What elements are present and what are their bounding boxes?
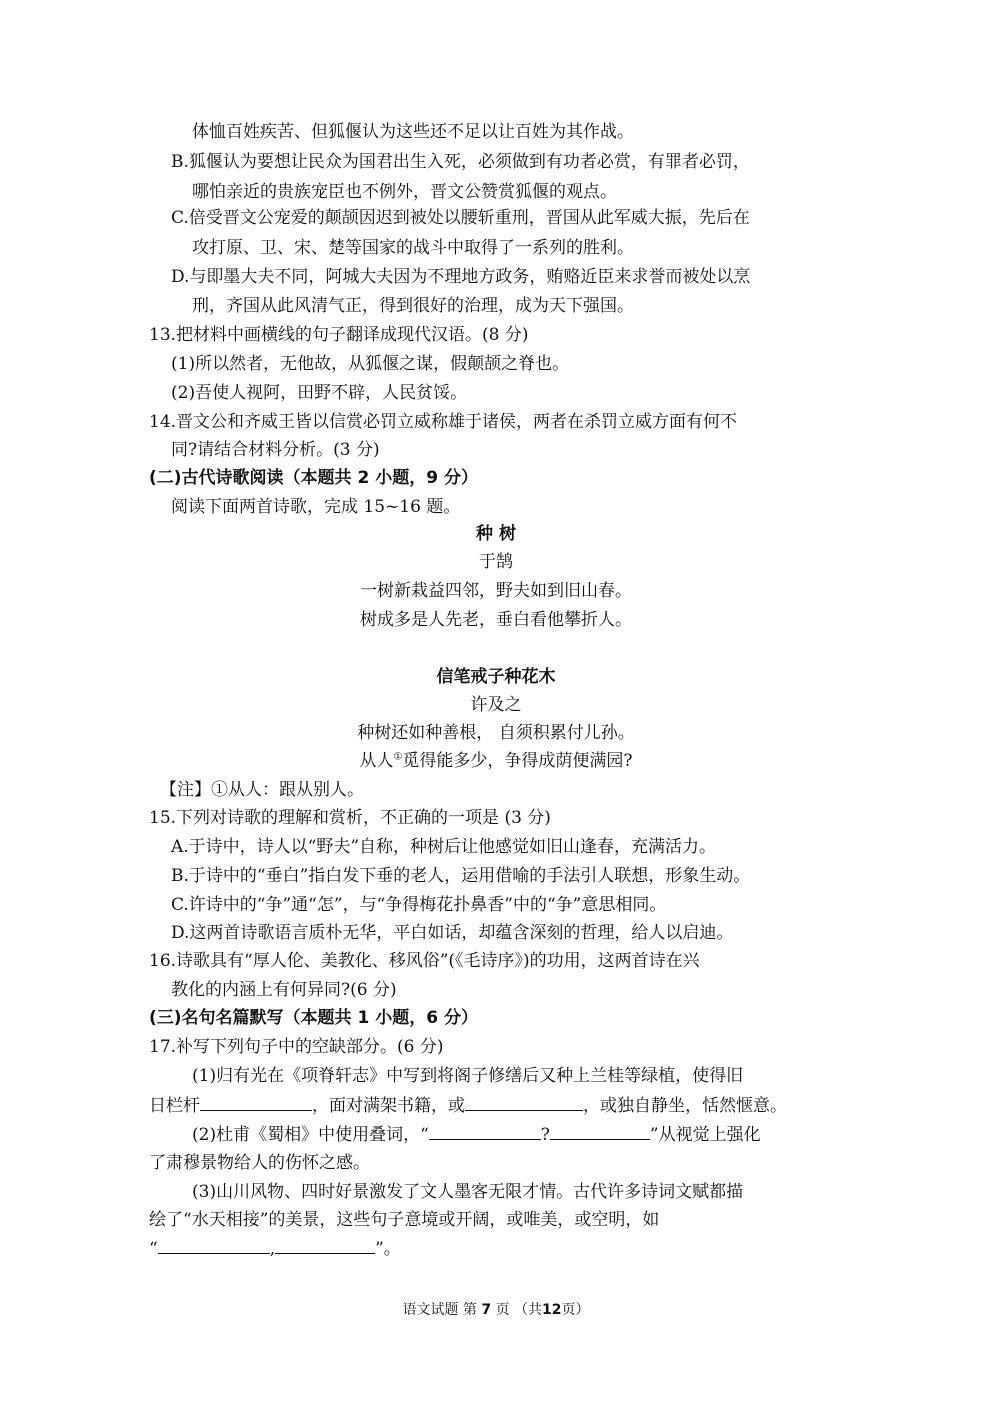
page-footer: [0, 1295, 992, 1325]
q16-line1: 16.诗歌具有“厚人伦、美教化、移风俗”(《毛诗序》)的功用，这两首诗在兴: [149, 951, 700, 971]
q17-part3-text-c: ”。: [375, 1239, 401, 1259]
q17-blank-2[interactable]: [465, 1092, 583, 1111]
q12-option-b-line2: 哪怕亲近的贵族宠臣也不例外，晋文公赞赏狐偃的观点。: [192, 182, 617, 202]
q17-blank-6[interactable]: [275, 1235, 375, 1254]
q17-part3-line2: 绘了“水天相接”的美景，这些句子意境或开阔，或唯美，或空明，如: [149, 1210, 660, 1230]
q12-option-a-continued: 体恤百姓疾苦、但狐偃认为这些还不足以让百姓为其作战。: [192, 122, 634, 142]
poem2-line2-post: 觅得能多少，争得成荫便满园?: [402, 751, 633, 771]
q17-stem: 17.补写下列句子中的空缺部分。(6 分): [149, 1037, 444, 1057]
q17-part1-line2: [149, 1091, 787, 1121]
q17-part3-text-b: ,: [269, 1239, 276, 1259]
poem2-title: 信笔戒子种花木: [436, 667, 556, 687]
poem2-author: 许及之: [470, 695, 522, 715]
q13-sentence-1: (1)所以然者，无他故，从狐偃之谋，假颠颉之脊也。: [171, 354, 570, 374]
q13-stem: 13.把材料中画横线的句子翻译成现代汉语。(8 分): [149, 325, 529, 345]
q17-part2-text-a: (2)杜甫《蜀相》中使用叠词，“: [192, 1125, 429, 1145]
q15-stem: 15.下列对诗歌的理解和赏析，不正确的一项是 (3 分): [149, 808, 551, 828]
q17-part3-line3: [149, 1234, 401, 1264]
q17-part2-text-c: ”从视觉上强化: [649, 1125, 761, 1145]
section3-heading: (三)名句名篇默写（本题共 1 小题，6 分）: [149, 1008, 478, 1028]
q17-blank-3[interactable]: [429, 1121, 541, 1140]
q17-part1-text-a: 日栏杆: [149, 1096, 200, 1116]
q12-option-d-line2: 刑，齐国从此风清气正，得到很好的治理，成为天下强国。: [192, 296, 634, 316]
q17-part1-text-c: ，或独自静坐，恬然惬意。: [583, 1096, 787, 1116]
q12-option-c-line2: 攻打原、卫、宋、楚等国家的战斗中取得了一系列的胜利。: [192, 238, 634, 258]
q17-part2-line1: [192, 1120, 761, 1150]
q17-part3-line1: (3)山川风物、四时好景激发了文人墨客无限才情。古代许多诗词文赋都描: [192, 1182, 744, 1202]
footer-post: 页）: [561, 1302, 590, 1318]
q14-line1: 14.晋文公和齐威王皆以信赏必罚立威称雄于诸侯，两者在杀罚立威方面有何不: [149, 412, 738, 432]
q15-option-d: D.这两首诗歌语言质朴无华，平白如话，却蕴含深刻的哲理，给人以启迪。: [171, 923, 734, 943]
poem2-footnote-mark: ①: [393, 751, 403, 763]
q17-blank-1[interactable]: [200, 1092, 312, 1111]
poem2-line2-pre: 从人: [359, 751, 394, 771]
q12-option-b-line1: B.狐偃认为要想让民众为国君出生入死，必须做到有功者必赏，有罪者必罚，: [171, 152, 750, 172]
q15-option-c: C.许诗中的“争”通“怎”，与“争得梅花扑鼻香”中的“争”意思相同。: [171, 895, 667, 915]
poem1-author: 于鹄: [479, 552, 513, 572]
footer-total-pages: 12: [542, 1302, 562, 1318]
q17-part1-text-b: ，面对满架书籍，或: [312, 1096, 465, 1116]
q12-option-c-line1: C.倍受晋文公宠爱的颠颉因迟到被处以腰斩重刑，晋国从此军威大振，先后在: [171, 208, 750, 228]
q17-blank-4[interactable]: [550, 1121, 650, 1140]
poem2-line2: [0, 746, 992, 776]
poem2-line1: 种树还如种善根， 自须积累付儿孙。: [357, 723, 635, 743]
q14-line2: 同?请结合材料分析。(3 分): [171, 440, 380, 460]
q15-option-a: A.于诗中，诗人以“野夫”自称，种树后让他感觉如旧山逢春，充满活力。: [171, 837, 717, 857]
poem1-title: 种 树: [476, 524, 516, 544]
q17-part1-line1: (1)归有光在《项脊轩志》中写到将阁子修缮后又种上兰桂等绿植，使得旧: [192, 1066, 744, 1086]
q16-line2: 教化的内涵上有何异同?(6 分): [171, 980, 397, 1000]
footer-mid: 页 （共: [495, 1302, 543, 1318]
q17-part2-text-b: ?: [540, 1125, 550, 1145]
poem2-note: 【注】①从人：跟从别人。: [160, 780, 364, 800]
section2-intro: 阅读下面两首诗歌，完成 15~16 题。: [171, 497, 461, 517]
footer-page-number: 7: [481, 1302, 492, 1318]
poem1-line1: 一树新栽益四邻，野夫如到旧山春。: [360, 581, 632, 601]
q17-blank-5[interactable]: [158, 1235, 270, 1254]
footer-pre: 语文试题 第: [402, 1302, 477, 1318]
section2-heading: (二)古代诗歌阅读（本题共 2 小题，9 分）: [149, 468, 478, 488]
q17-part2-line2: 了肃穆景物给人的伤怀之感。: [149, 1153, 370, 1173]
q17-part3-text-a: “: [149, 1239, 158, 1259]
q13-sentence-2: (2)吾使人视阿，田野不辟，人民贫馁。: [171, 383, 468, 403]
q12-option-d-line1: D.与即墨大夫不同，阿城大夫因为不理地方政务，贿赂近臣来求誉而被处以烹: [171, 267, 751, 287]
q15-option-b: B.于诗中的“垂白”指白发下垂的老人，运用借喻的手法引人联想，形象生动。: [171, 866, 751, 886]
poem1-line2: 树成多是人先老，垂白看他攀折人。: [360, 610, 632, 630]
